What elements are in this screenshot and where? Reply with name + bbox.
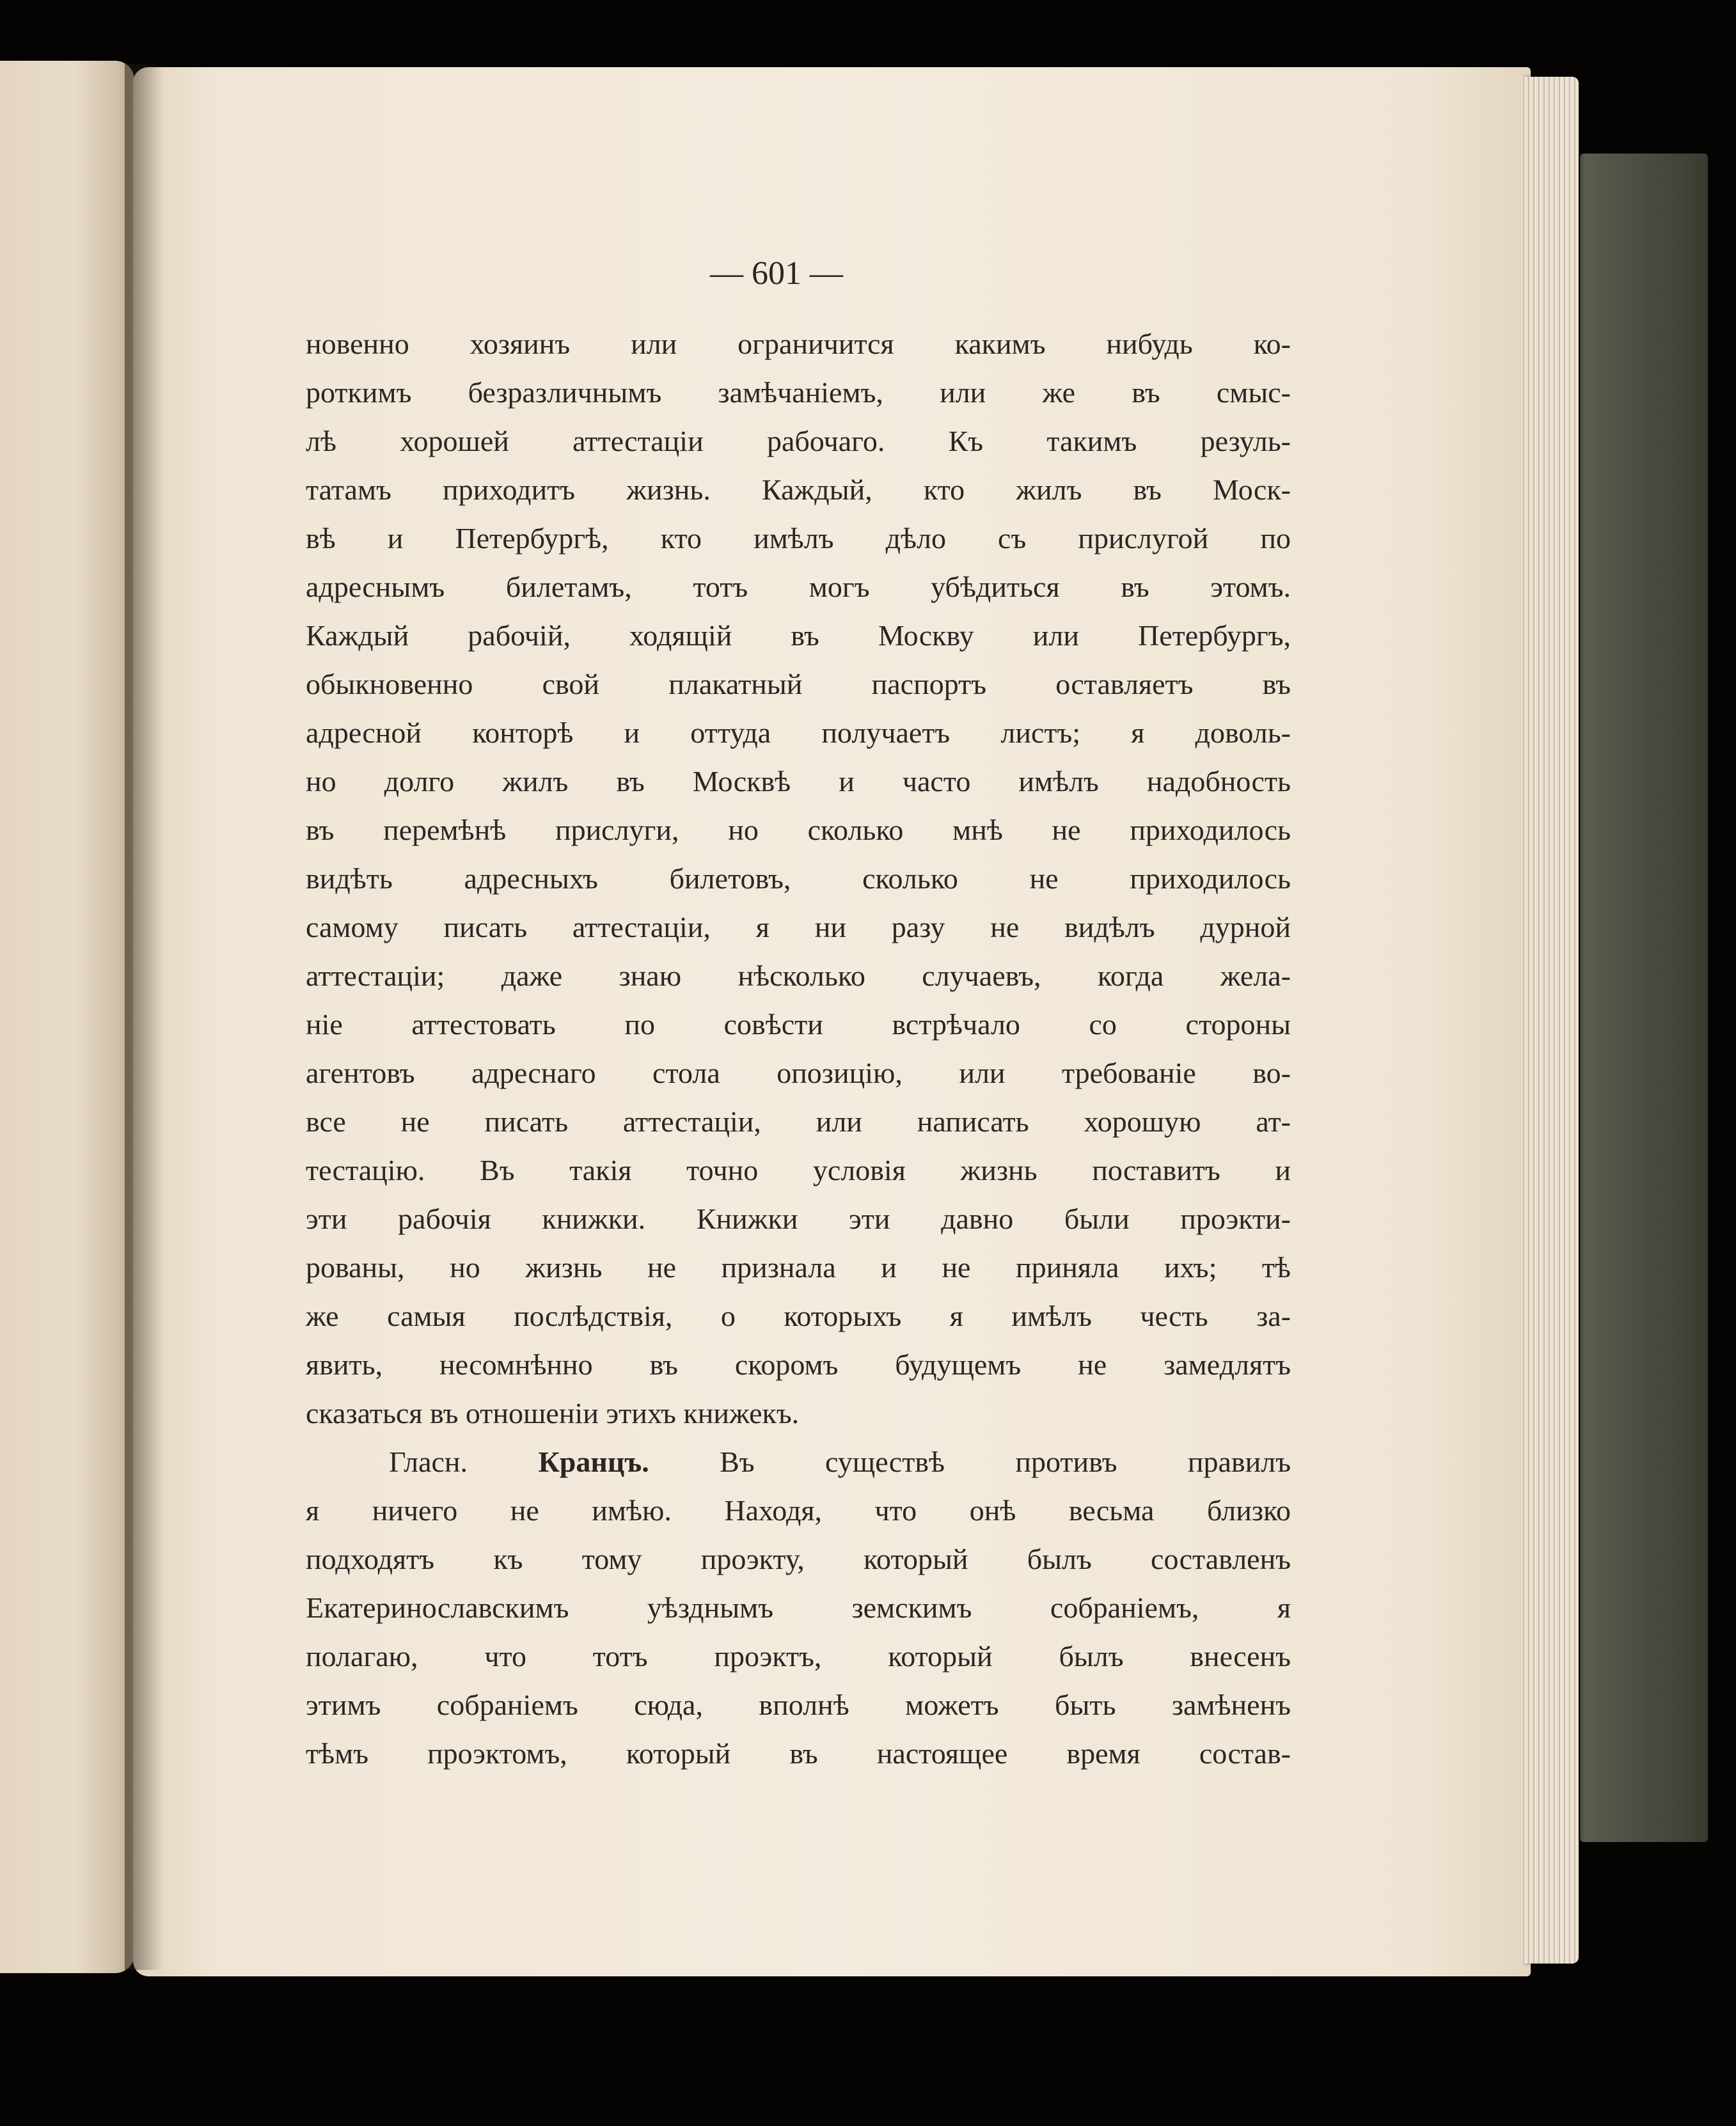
text-line: подходятъ къ тому проэкту, который былъ составленъ [306, 1543, 1291, 1575]
text-line: роткимъ безразличнымъ замѣчаніемъ, или же въ смыс- [306, 376, 1291, 409]
text-line: адресной конторѣ и оттуда получаетъ листъ; я доволь- [306, 716, 1291, 749]
text-line: явить, несомнѣнно въ скоромъ будущемъ не замедлятъ [306, 1348, 1291, 1381]
text-line: обыкновенно свой плакатный паспортъ оставляетъ въ [306, 668, 1291, 700]
text-line: самому писать аттестаціи, я ни разу не видѣлъ дурной [306, 911, 1291, 943]
text-line: же самыя послѣдствія, о которыхъ я имѣлъ честь за- [306, 1300, 1291, 1332]
text-line: лѣ хорошей аттестаціи рабочаго. Къ такимъ резуль- [306, 425, 1291, 457]
text-line: сказаться въ отношеніи этихъ книжекъ. [306, 1397, 800, 1429]
text-line: я ничего не имѣю. Находя, что онѣ весьма близко [306, 1494, 1291, 1527]
text-line: Каждый рабочій, ходящій въ Москву или Петербургъ, [306, 619, 1291, 652]
page-number: — 601 — [710, 255, 843, 292]
text-line: аттестаціи; даже знаю нѣсколько случаевъ, когда жела- [306, 959, 1291, 992]
text-line: этимъ собраніемъ сюда, вполнѣ можетъ быть замѣненъ [306, 1689, 1291, 1721]
body-text [306, 320, 1291, 1778]
book-cover-edge [1580, 154, 1708, 1842]
text-line: полагаю, что тотъ проэктъ, который былъ внесенъ [306, 1640, 1291, 1673]
speech-first-text: Въ существѣ противъ правилъ [720, 1445, 1291, 1478]
text-line: тестацію. Въ такія точно условія жизнь поставитъ и [306, 1154, 1291, 1186]
text-line: въ перемѣнѣ прислуги, но сколько мнѣ не приходилось [306, 814, 1291, 846]
text-line: адреснымъ билетамъ, тотъ могъ убѣдиться въ этомъ. [306, 571, 1291, 603]
text-line: ніе аттестовать по совѣсти встрѣчало со стороны [306, 1008, 1291, 1041]
text-line: Екатеринославскимъ уѣзднымъ земскимъ собраніемъ, я [306, 1591, 1291, 1624]
speaker-name: Кранцъ. [538, 1445, 649, 1478]
text-line: татамъ приходитъ жизнь. Каждый, кто жилъ въ Моск- [306, 473, 1291, 506]
text-line: новенно хозяинъ или ограничится какимъ нибудь ко- [306, 327, 1291, 360]
speaker-prefix: Гласн. [389, 1445, 468, 1478]
text-line: но долго жилъ въ Москвѣ и часто имѣлъ надобность [306, 765, 1291, 798]
text-line: рованы, но жизнь не признала и не приняла ихъ; тѣ [306, 1251, 1291, 1284]
text-line: вѣ и Петербургѣ, кто имѣлъ дѣло съ прислугой по [306, 522, 1291, 555]
text-line: видѣть адресныхъ билетовъ, сколько не приходилось [306, 862, 1291, 895]
text-line: агентовъ адреснаго стола опозицію, или требованіе во- [306, 1057, 1291, 1089]
text-line: тѣмъ проэктомъ, который въ настоящее время состав- [306, 1737, 1291, 1770]
gutter-shadow [125, 64, 163, 1970]
text-line: эти рабочія книжки. Книжки эти давно были проэкти- [306, 1202, 1291, 1235]
speech-first-line [306, 1438, 1291, 1486]
page-stack-edges [1521, 77, 1579, 1964]
text-line: все не писать аттестаціи, или написать хорошую ат- [306, 1105, 1291, 1138]
left-page-edge [0, 61, 134, 1973]
